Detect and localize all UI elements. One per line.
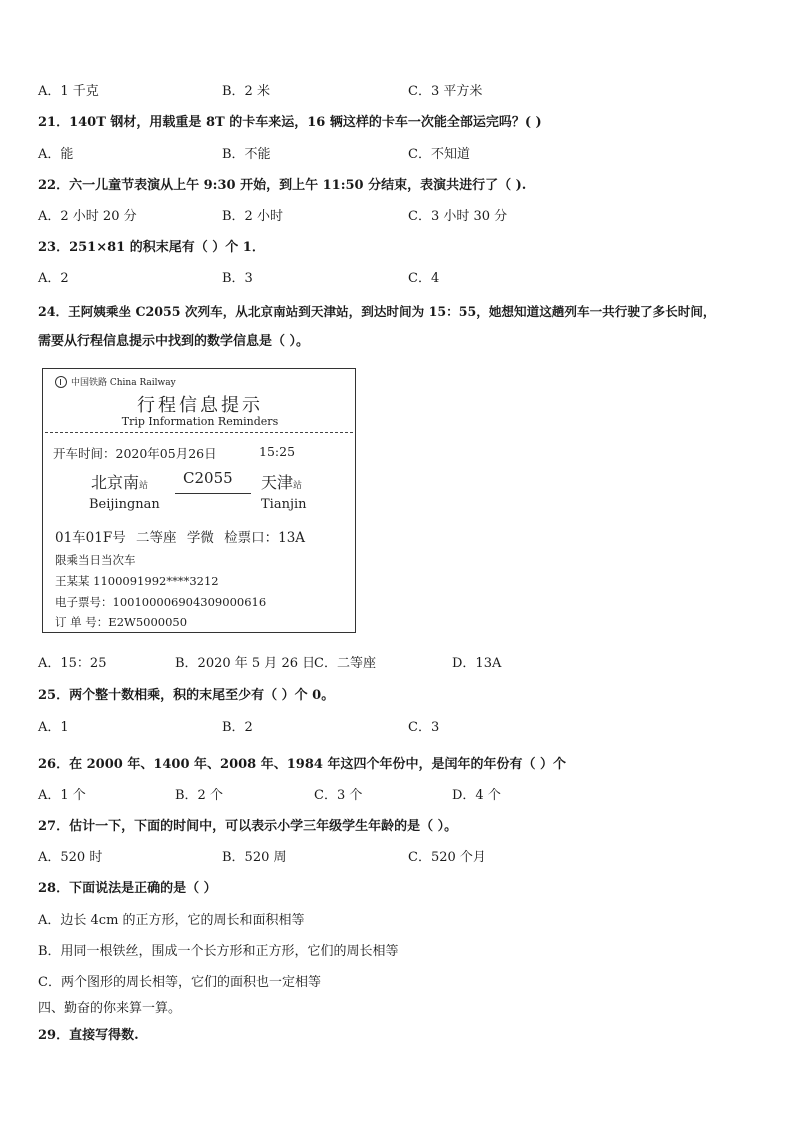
ticket-title: 行程信息提示 — [137, 395, 263, 416]
q23-option-a: A．2 — [38, 271, 69, 286]
q23-question: 23．251×81 的积末尾有（ ）个 1． — [38, 240, 265, 255]
from-station-suffix: 站 — [139, 481, 149, 491]
ticket-discount: 学微 — [186, 530, 214, 546]
q21-option-c: C．不知道 — [408, 147, 470, 162]
ticket-from-station — [91, 470, 148, 493]
ticket-dashed-divider — [45, 432, 353, 433]
q20-option-c: C．3 平方米 — [408, 84, 483, 99]
q24-question-line2: 需要从行程信息提示中找到的数学信息是（ ）。 — [38, 334, 310, 349]
ticket-seat-row — [55, 526, 311, 546]
q21-option-b: B．不能 — [222, 147, 271, 162]
to-station-name: 天津 — [261, 473, 294, 492]
q23-option-c: C．4 — [408, 271, 440, 286]
ticket-depart-time: 15:25 — [259, 444, 296, 459]
q27-option-a: A．520 时 — [38, 850, 103, 865]
q26-option-a: A．1 个 — [38, 788, 86, 803]
q22-option-a: A．2 小时 20 分 — [38, 209, 137, 224]
q24-option-a: A．15：25 — [38, 656, 107, 671]
ticket-depart-row — [53, 444, 296, 462]
to-station-suffix: 站 — [293, 481, 303, 491]
q27-option-c: C．520 个月 — [408, 850, 486, 865]
q28-question: 28．下面说法是正确的是（ ） — [38, 881, 217, 896]
ticket-notice: 限乘当日当次车 — [55, 553, 136, 567]
ticket-car-seat: 01车01F号 — [55, 530, 126, 546]
ticket-train-number: C2055 — [183, 469, 233, 487]
ticket-gate: 检票口：13A — [224, 530, 306, 546]
q29-question: 29．直接写得数. — [38, 1028, 139, 1043]
q21-option-a: A．能 — [38, 147, 74, 162]
q28-option-b: B．用同一根铁丝，围成一个长方形和正方形，它们的周长相等 — [38, 944, 399, 959]
section-4-heading: 四、勤奋的你来算一算。 — [38, 1001, 182, 1016]
q20-option-a: A．1 千克 — [38, 84, 99, 99]
q23-option-b: B．3 — [222, 271, 253, 286]
q28-option-c: C．两个图形的周长相等，它们的面积也一定相等 — [38, 975, 321, 990]
q22-question: 22．六一儿童节表演从上午 9:30 开始，到上午 11:50 分结束，表演共进行了（ ). — [38, 178, 527, 193]
q20-option-b: B．2 米 — [222, 84, 270, 99]
q24-question-line1: 24．王阿姨乘坐 C2055 次列车，从北京南站到天津站，到达时间为 15：55，她想知道这趟列车一共行驶了多长时间， — [38, 304, 716, 319]
ticket-passenger: 王某某 1100091992****3212 — [55, 574, 219, 588]
ticket-to-station — [261, 470, 302, 493]
q24-option-b: B．2020 年 5 月 26 日 — [175, 656, 316, 671]
q26-option-d: D．4 个 — [452, 788, 501, 803]
ticket-brand-text: 中国铁路 China Railway — [71, 378, 176, 388]
q24-option-d: D．13A — [452, 656, 502, 671]
ticket-train-line — [175, 493, 251, 494]
ticket-depart-date: 开车时间：2020年05月26日 — [53, 446, 217, 461]
ticket-order-number: 订 单 号：E2W5000050 — [55, 615, 188, 629]
q21-question: 21．140T 钢材，用载重是 8T 的卡车来运，16 辆这样的卡车一次能全部运完吗？( ) — [38, 115, 542, 130]
q27-question: 27．估计一下，下面的时间中，可以表示小学三年级学生年龄的是（ ）。 — [38, 819, 458, 834]
q27-option-b: B．520 周 — [222, 850, 287, 865]
q25-question: 25．两个整十数相乘，积的末尾至少有（ ）个 0。 — [38, 688, 335, 703]
ticket-to-pinyin: Tianjin — [261, 497, 307, 512]
ticket-eticket-number: 电子票号：10010000690430900061​6 — [55, 595, 267, 609]
trip-info-ticket — [42, 368, 356, 633]
q22-option-b: B．2 小时 — [222, 209, 283, 224]
china-railway-logo-icon — [55, 376, 67, 388]
q26-option-c: C．3 个 — [314, 788, 363, 803]
q26-question: 26．在 2000 年、1400 年、2008 年、1984 年这四个年份中，是闰年的年份有（ ）个 — [38, 757, 566, 772]
q25-option-b: B．2 — [222, 720, 253, 735]
q25-option-c: C．3 — [408, 720, 440, 735]
ticket-brand — [55, 375, 176, 388]
q25-option-a: A．1 — [38, 720, 69, 735]
q22-option-c: C．3 小时 30 分 — [408, 209, 508, 224]
ticket-from-pinyin: Beijingnan — [89, 497, 160, 512]
ticket-seat-class: 二等座 — [136, 530, 177, 546]
from-station-name: 北京南 — [91, 473, 140, 492]
ticket-subtitle: Trip Information Reminders — [121, 415, 279, 428]
q28-option-a: A．边长 4cm 的正方形，它的周长和面积相等 — [38, 913, 305, 928]
q26-option-b: B．2 个 — [175, 788, 223, 803]
q24-option-c: C．二等座 — [314, 656, 376, 671]
